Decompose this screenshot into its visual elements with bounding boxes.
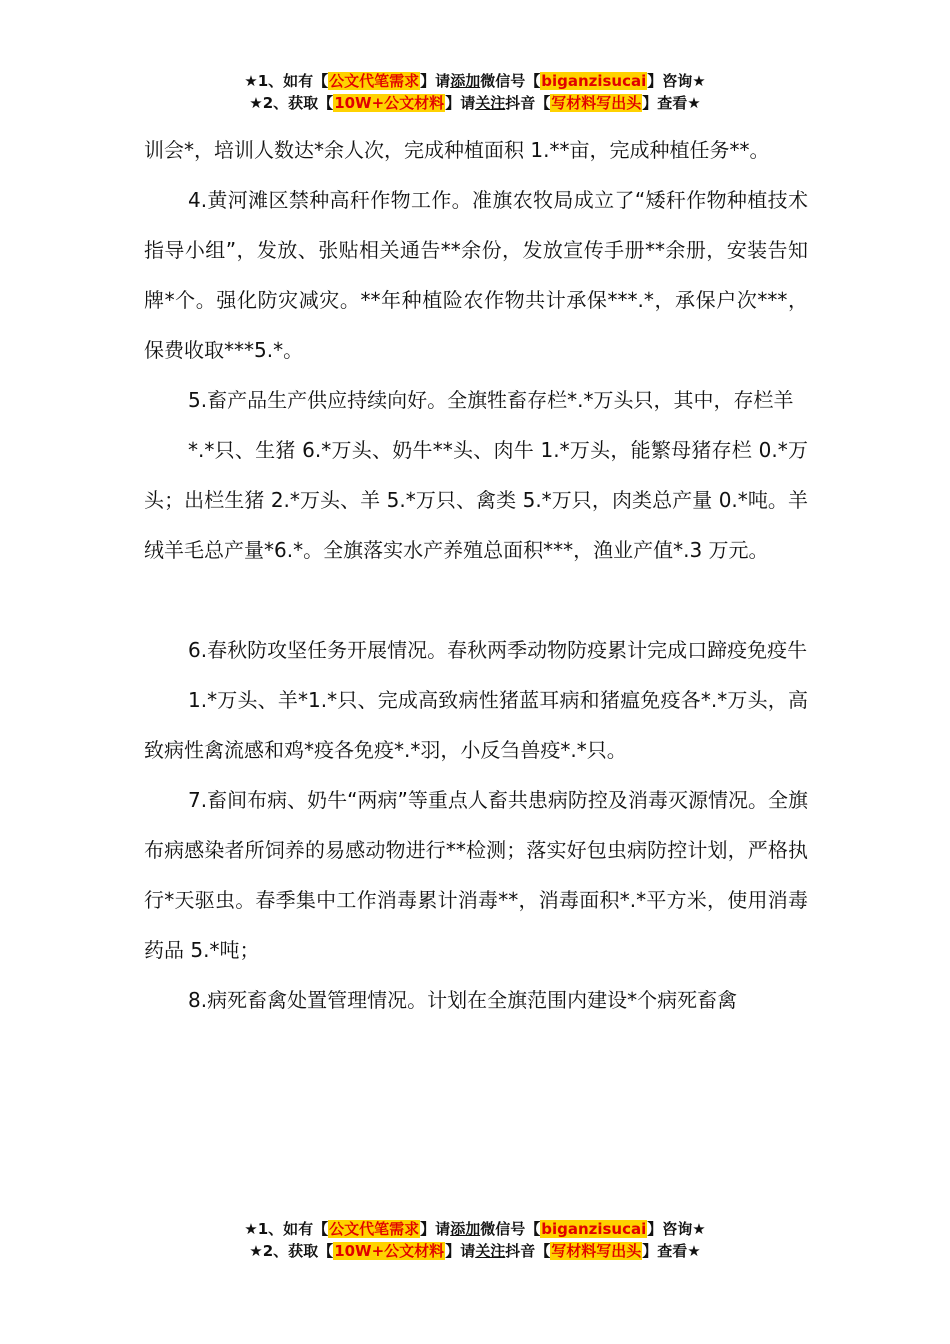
document-body: [144, 125, 808, 1025]
banner-emphasis: 关注: [475, 94, 506, 112]
banner-text: 微信号【: [480, 72, 541, 90]
banner-text: 】请: [445, 94, 476, 112]
banner-text: 】咨询★: [647, 1220, 706, 1238]
blank-line: [144, 575, 808, 625]
paragraph-4: *.*只、生猪 6.*万头、奶牛**头、肉牛 1.*万头，能繁母猪存栏 0.*万头；出栏生猪 2.*万头、羊 5.*万只、禽类 5.*万只，肉类总产量 0.*吨。羊绒羊毛总产量*6.*。全旗落实水产养殖总面积***，渔业产值*.3 万元。: [144, 438, 808, 562]
top-banner: [0, 70, 950, 114]
banner-line-1: [0, 70, 950, 92]
banner-text: 】请: [420, 1220, 451, 1238]
banner-highlight: 写材料写出头: [551, 1242, 642, 1260]
banner-line-2: [0, 1240, 950, 1262]
banner-highlight: 10W+公文材料: [334, 1242, 445, 1260]
banner-emphasis: 添加: [450, 72, 481, 90]
paragraph-2: 4.黄河滩区禁种高秆作物工作。准旗农牧局成立了“矮秆作物种植技术指导小组”，发放、张贴相关通告**余份，发放宣传手册**余册，安装告知牌*个。强化防灾减灾。**年种植险农作物共计承保***.*，承保户次***，保费收取***5.*。: [144, 188, 808, 362]
banner-highlight: biganzisucai: [541, 72, 647, 90]
banner-text: 抖音【: [505, 1242, 551, 1260]
banner-highlight: 写材料写出头: [551, 94, 642, 112]
paragraph-7: 7.畜间布病、奶牛“两病”等重点人畜共患病防控及消毒灭源情况。全旗 布病感染者所饲养的易感动物进行**检测；落实好包虫病防控计划，严格执行*天驱虫。春季集中工作消毒累计消毒**，消毒面积*.*平方米，使用消毒药品 5.*吨；: [144, 788, 808, 962]
bottom-banner: [0, 1218, 950, 1262]
paragraph-6: 1.*万头、羊*1.*只、完成高致病性猪蓝耳病和猪瘟免疫各*.*万头，高致病性禽流感和鸡*疫各免疫*.*羽，小反刍兽疫*.*只。: [144, 688, 808, 762]
banner-line-1: [0, 1218, 950, 1240]
paragraph-1: 训会*，培训人数达*余人次，完成种植面积 1.**亩，完成种植任务**。: [144, 138, 770, 162]
banner-highlight: 公文代笔需求: [329, 72, 420, 90]
banner-text: ★2、获取【: [249, 1242, 334, 1260]
banner-text: 抖音【: [505, 94, 551, 112]
banner-text: 】咨询★: [647, 72, 706, 90]
banner-highlight: 10W+公文材料: [334, 94, 445, 112]
paragraph-3: 5.畜产品生产供应持续向好。全旗牲畜存栏*.*万头只，其中，存栏羊: [188, 388, 794, 412]
banner-text: ★1、如有【: [244, 72, 329, 90]
banner-line-2: [0, 92, 950, 114]
paragraph-8: 8.病死畜禽处置管理情况。计划在全旗范围内建设*个病死畜禽: [188, 988, 738, 1012]
banner-text: 】请: [420, 72, 451, 90]
banner-text: ★1、如有【: [244, 1220, 329, 1238]
banner-emphasis: 关注: [475, 1242, 506, 1260]
banner-text: ★2、获取【: [249, 94, 334, 112]
banner-highlight: biganzisucai: [541, 1220, 647, 1238]
paragraph-5: 6.春秋防攻坚任务开展情况。春秋两季动物防疫累计完成口蹄疫免疫牛: [188, 638, 808, 662]
banner-highlight: 公文代笔需求: [329, 1220, 420, 1238]
banner-text: 】请: [445, 1242, 476, 1260]
banner-text: 微信号【: [480, 1220, 541, 1238]
banner-emphasis: 添加: [450, 1220, 481, 1238]
banner-text: 】查看★: [642, 1242, 701, 1260]
banner-text: 】查看★: [642, 94, 701, 112]
